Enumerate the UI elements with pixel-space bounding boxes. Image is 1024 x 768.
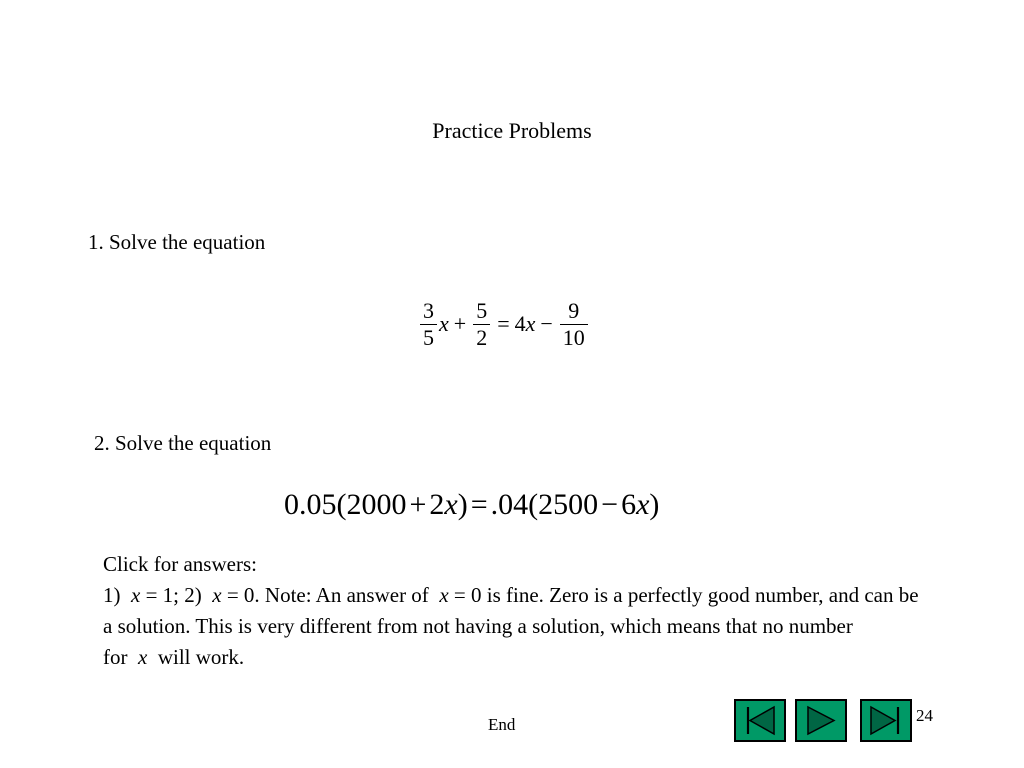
fraction-numerator: 3	[423, 297, 434, 323]
fraction-denominator: 2	[476, 324, 488, 350]
coefficient: 2	[429, 488, 445, 521]
fraction-denominator: 10	[562, 324, 585, 350]
answer-text: will work.	[157, 645, 245, 669]
fraction-9-10	[560, 298, 588, 351]
page-number: 24	[916, 706, 933, 725]
fraction-numerator: 5	[476, 297, 488, 323]
fraction-5-2	[473, 298, 490, 351]
plus-sign: +	[409, 488, 427, 521]
coefficient: 4	[514, 311, 526, 336]
end-link[interactable]: End	[488, 715, 516, 734]
equals-sign: =	[470, 488, 488, 521]
equation-2	[284, 488, 659, 522]
equation-part: 0.05(2000	[284, 488, 407, 521]
coefficient: 6	[621, 488, 637, 521]
variable-x: x	[212, 583, 222, 607]
fraction-3-5	[420, 298, 437, 351]
fraction-denominator: 5	[423, 324, 434, 350]
variable-x: x	[439, 583, 449, 607]
answers-block[interactable]	[103, 549, 933, 673]
plus-sign: +	[453, 311, 467, 336]
answers-text	[103, 580, 933, 673]
last-slide-button[interactable]	[860, 699, 912, 742]
equals-sign: =	[497, 311, 510, 336]
variable-x: x	[138, 645, 148, 669]
answers-heading[interactable]: Click for answers:	[103, 552, 257, 576]
next-slide-button[interactable]	[795, 699, 847, 742]
answer-text: = 0 is fine. Zero is a perfectly good number, and can be a solution. This is very different from not having a solution, which means that no number for	[103, 583, 919, 669]
answer-text: = 0. Note: An answer of	[226, 583, 429, 607]
equation-part: )	[649, 488, 660, 521]
problem-1-prompt: 1. Solve the equation	[88, 230, 266, 254]
variable-x: x	[444, 488, 458, 521]
equation-part: .04(2500	[490, 488, 599, 521]
answer-text: 1)	[103, 583, 121, 607]
variable-x: x	[131, 583, 141, 607]
variable-x: x	[439, 311, 449, 336]
minus-sign: −	[601, 488, 619, 521]
slide-title: Practice Problems	[432, 118, 592, 143]
minus-sign: −	[540, 311, 553, 336]
variable-x: x	[636, 488, 650, 521]
equation-1	[418, 292, 590, 356]
previous-slide-button[interactable]	[734, 699, 786, 742]
variable-x: x	[525, 311, 536, 336]
fraction-numerator: 9	[568, 297, 580, 323]
answer-text: = 1; 2)	[145, 583, 202, 607]
equation-part: )	[457, 488, 468, 521]
problem-2-prompt: 2. Solve the equation	[94, 431, 272, 455]
